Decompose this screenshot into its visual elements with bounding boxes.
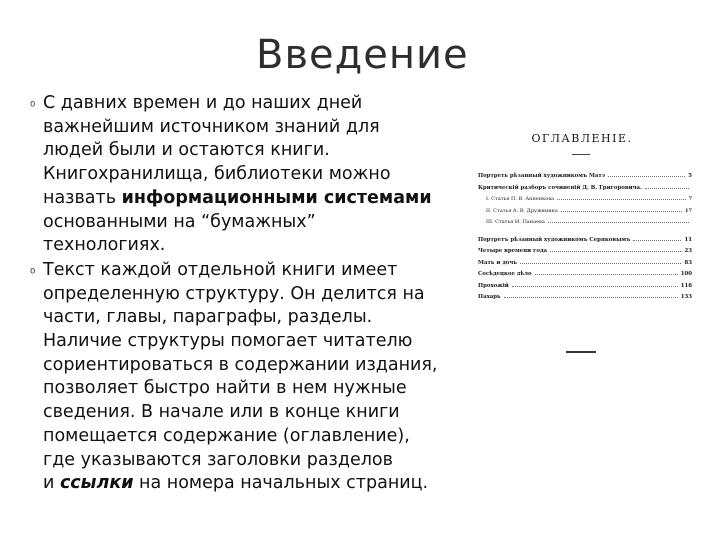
p2-line10-prefix: и xyxy=(43,473,60,494)
p2-line10-links-term: ссылки xyxy=(59,473,134,494)
toc-end-rule xyxy=(566,351,596,353)
slide-body xyxy=(30,92,470,497)
toc-row-label: Пахарь xyxy=(478,294,501,300)
table-of-contents-image xyxy=(466,115,698,377)
p2-line4: Наличие структуры помогает читателю xyxy=(43,331,413,352)
toc-row-label: Сосѣдецкое дѣло xyxy=(478,271,532,277)
toc-row xyxy=(478,282,692,294)
toc-row xyxy=(478,247,692,259)
toc-row-page: 7 xyxy=(688,196,692,202)
paragraph-1 xyxy=(30,92,470,258)
toc-row-page: 17 xyxy=(685,207,692,214)
p1-line4: Книгохранилища, библиотеки можно xyxy=(43,164,391,185)
toc-row-page: 133 xyxy=(680,294,692,300)
p2-line7: сведения. В начале или в конце книги xyxy=(43,402,400,423)
p1-line1: С давних времен и до наших дней xyxy=(43,93,363,113)
toc-row-leader xyxy=(504,293,678,298)
toc-row xyxy=(478,259,692,271)
p2-line8: помещается содержание (оглавление), xyxy=(43,425,410,446)
toc-rows xyxy=(478,172,692,305)
toc-row-leader xyxy=(535,270,678,275)
toc-row-leader xyxy=(561,207,682,212)
toc-row-leader xyxy=(608,172,685,177)
toc-row-label: Четыре времени года xyxy=(478,248,548,254)
toc-row-leader xyxy=(550,247,681,252)
p1-line6: основанными на “бумажных” xyxy=(43,211,316,232)
p2-line6: позволяет быстро найти в нем нужные xyxy=(43,378,407,399)
toc-row-leader xyxy=(512,282,678,287)
toc-row-page: 118 xyxy=(680,282,692,289)
toc-row-label: Мать и дочь xyxy=(478,259,518,266)
toc-row xyxy=(478,184,692,196)
bullet-icon: ⁰ xyxy=(30,100,36,115)
bullet-icon: ⁰ xyxy=(30,266,36,282)
toc-row-page: 11 xyxy=(684,236,692,243)
toc-row-label: Портретъ рѣзанный художникомъ Серяковымъ xyxy=(478,236,631,243)
p2-line5: сориентироваться в содержании издания, xyxy=(43,354,438,375)
p2-line1: Текст каждой отдельной книги имеет xyxy=(43,259,398,280)
toc-row-leader xyxy=(633,236,681,241)
toc-row-label: Прохожій xyxy=(478,282,509,289)
toc-row-leader xyxy=(548,218,689,223)
p1-line5-bold-term: информационными системами xyxy=(121,187,432,208)
toc-row-label: I. Статья П. В. Анненкова xyxy=(486,196,555,202)
toc-row-page: 5 xyxy=(688,173,692,179)
toc-heading: ОГЛАВЛЕНІЕ. xyxy=(531,132,633,145)
toc-row xyxy=(478,195,692,207)
toc-row-page: 83 xyxy=(684,259,692,266)
p2-line3: части, главы, параграфы, разделы. xyxy=(43,307,373,328)
toc-row xyxy=(478,236,692,248)
toc-row-label: III. Статья И. Панаева xyxy=(486,219,545,225)
toc-row-page: 23 xyxy=(684,248,692,254)
toc-row xyxy=(478,172,692,184)
p1-line2: важнейшим источником знаний для xyxy=(43,116,380,137)
toc-heading-rule xyxy=(572,154,590,155)
toc-row-label: II. Статья А. В. Дружинина xyxy=(486,207,558,214)
p2-line2: определенную структуру. Он делится на xyxy=(43,283,425,304)
toc-row xyxy=(478,270,692,282)
toc-row-leader xyxy=(557,195,685,200)
toc-row-label: Портреть рѣзанный художникомъ Матэ xyxy=(478,173,606,179)
p1-line7: технологиях. xyxy=(43,235,166,256)
p1-line3: людей были и остаются книги. xyxy=(43,140,330,161)
p2-line10-suffix: на номера начальных страниц. xyxy=(133,473,429,494)
toc-row-label: Критическій разборъ сочиненій Д. В. Григоровича. xyxy=(478,184,642,191)
p2-line9: где указываются заголовки разделов xyxy=(43,449,393,470)
p1-line5-prefix: назвать xyxy=(43,187,122,208)
toc-row-leader xyxy=(520,259,681,264)
toc-row xyxy=(478,293,692,305)
toc-row xyxy=(478,218,692,230)
paragraph-2 xyxy=(30,259,470,496)
toc-row xyxy=(478,207,692,219)
toc-row-page: 100 xyxy=(680,271,692,277)
slide-title: Введение xyxy=(256,32,469,78)
toc-row-leader xyxy=(645,184,689,189)
